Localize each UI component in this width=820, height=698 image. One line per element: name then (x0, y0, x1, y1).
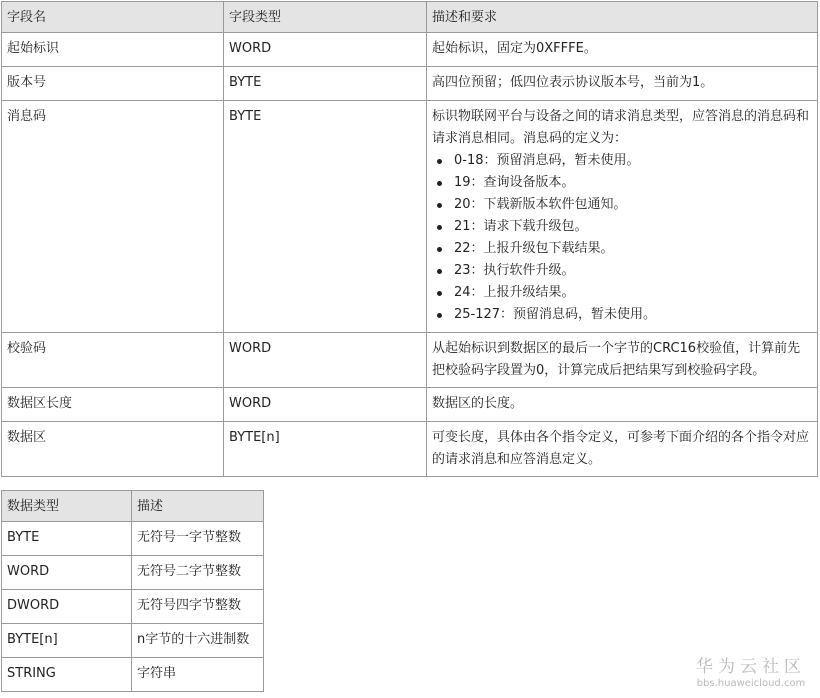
data-type-desc: 字符串 (132, 658, 264, 692)
data-type: DWORD (2, 590, 132, 624)
list-item: 20：下载新版本软件包通知。 (454, 194, 812, 216)
table-row (2, 33, 818, 67)
field-type: WORD (224, 333, 427, 388)
watermark-url: bbs.huaweicloud.com (696, 678, 806, 689)
data-type: STRING (2, 658, 132, 692)
table-row (2, 67, 818, 101)
data-type: BYTE[n] (2, 624, 132, 658)
list-item: 19：查询设备版本。 (454, 172, 812, 194)
data-type-desc: 无符号二字节整数 (132, 556, 264, 590)
data-type-desc: 无符号一字节整数 (132, 522, 264, 556)
data-type: WORD (2, 556, 132, 590)
table-row (2, 422, 818, 477)
message-code-list (432, 150, 812, 326)
header-data-type: 数据类型 (2, 491, 132, 522)
header-desc: 描述 (132, 491, 264, 522)
field-type: BYTE[n] (224, 422, 427, 477)
header-field-name: 字段名 (2, 2, 224, 33)
field-type: WORD (224, 388, 427, 422)
fields-table (1, 1, 818, 477)
field-type: WORD (224, 33, 427, 67)
list-item: 21：请求下载升级包。 (454, 216, 812, 238)
table-header-row (2, 2, 818, 33)
field-name: 消息码 (2, 101, 224, 333)
watermark-title: 华为云社区 (696, 657, 806, 677)
data-types-table (1, 490, 264, 692)
field-name: 版本号 (2, 67, 224, 101)
field-type: BYTE (224, 67, 427, 101)
header-field-desc: 描述和要求 (427, 2, 818, 33)
field-desc: 起始标识，固定为0XFFFE。 (427, 33, 818, 67)
table-row (2, 101, 818, 333)
list-item: 25-127：预留消息码，暂未使用。 (454, 304, 812, 326)
data-type-desc: n字节的十六进制数 (132, 624, 264, 658)
field-desc: 标识物联网平台与设备之间的请求消息类型，应答消息的消息码和请求消息相同。消息码的定义为： (432, 109, 810, 146)
field-type: BYTE (224, 101, 427, 333)
data-type-desc: 无符号四字节整数 (132, 590, 264, 624)
table-row (2, 624, 264, 658)
table-row (2, 556, 264, 590)
table-row (2, 590, 264, 624)
header-field-type: 字段类型 (224, 2, 427, 33)
table-header-row (2, 491, 264, 522)
list-item: 0-18：预留消息码，暂未使用。 (454, 150, 812, 172)
watermark (696, 656, 806, 690)
field-desc: 数据区的长度。 (427, 388, 818, 422)
field-name: 数据区长度 (2, 388, 224, 422)
field-desc: 可变长度，具体由各个指令定义，可参考下面介绍的各个指令对应的请求消息和应答消息定义。 (427, 422, 818, 477)
list-item: 23：执行软件升级。 (454, 260, 812, 282)
data-type: BYTE (2, 522, 132, 556)
field-name: 校验码 (2, 333, 224, 388)
table-row (2, 522, 264, 556)
field-name: 起始标识 (2, 33, 224, 67)
list-item: 22：上报升级包下载结果。 (454, 238, 812, 260)
field-desc: 从起始标识到数据区的最后一个字节的CRC16校验值，计算前先把校验码字段置为0，计算完成后把结果写到校验码字段。 (427, 333, 818, 388)
field-desc: 高四位预留；低四位表示协议版本号，当前为1。 (427, 67, 818, 101)
table-row (2, 658, 264, 692)
list-item: 24：上报升级结果。 (454, 282, 812, 304)
table-row (2, 388, 818, 422)
field-name: 数据区 (2, 422, 224, 477)
table-row (2, 333, 818, 388)
field-desc-cell (427, 101, 818, 333)
